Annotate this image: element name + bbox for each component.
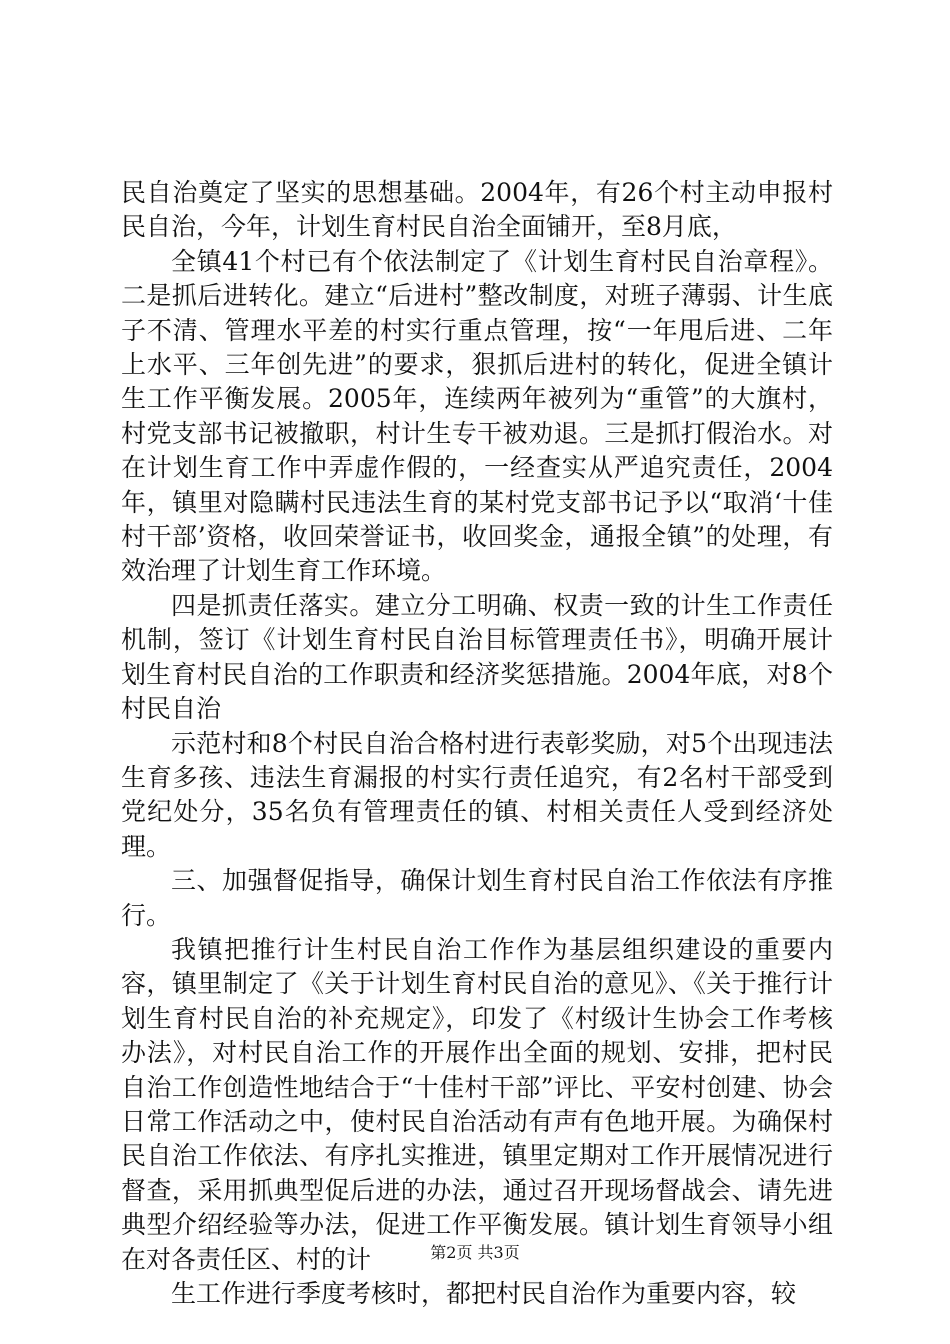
- document-body: [121, 176, 833, 1311]
- paragraph-4: 示范村和8个村民自治合格村进行表彰奖励，对5个出现违法生育多孩、违法生育漏报的村实行责任追究，有2名村干部受到党纪处分，35名负有管理责任的镇、村相关责任人受到经济处理。: [121, 728, 833, 861]
- paragraph-1: 民自治奠定了坚实的思想基础。2004年，有26个村主动申报村民自治，今年，计划生育村民自治全面铺开，至8月底，: [121, 178, 833, 242]
- paragraph-3: 四是抓责任落实。建立分工明确、权责一致的计生工作责任机制，签订《计划生育村民自治目标管理责任书》，明确开展计划生育村民自治的工作职责和经济奖惩措施。2004年底，对8个村民自治: [121, 590, 833, 724]
- page-number-footer: 第2页 共3页: [430, 1243, 520, 1262]
- paragraph-5: 我镇把推行计生村民自治工作作为基层组织建设的重要内容，镇里制定了《关于计划生育村民自治的意见》、《关于推行计划生育村民自治的补充规定》，印发了《村级计生协会工作考核办法》，对村民自治工作的开展作出全面的规划、安排，把村民自治工作创造性地结合于“十佳村干部”评比、平安村创建、协会日常工作活动之中，使村民自治活动有声有色地开展。为确保村民自治工作依法、有序扎实推进，镇里定期对工作开展情况进行督查，采用抓典型促后进的办法，通过召开现场督战会、请先进典型介绍经验等办法，促进工作平衡发展。镇计划生育领导小组在对各责任区、村的计: [121, 934, 833, 1274]
- paragraph-6: 生工作进行季度考核时，都把村民自治作为重要内容，较: [171, 1279, 797, 1308]
- paragraph-2: 全镇41个村已有个依法制定了《计划生育村民自治章程》。二是抓后进转化。建立“后进村”整改制度，对班子薄弱、计生底子不清、管理水平差的村实行重点管理，按“一年甩后进、二年上水平、三年创先进”的要求，狠抓后进村的转化，促进全镇计生工作平衡发展。2005年，连续两年被列为“重管”的大旗村，村党支部书记被撤职，村计生专干被劝退。三是抓打假治水。对在计划生育工作中弄虚作假的，一经查实从严追究责任，2004年，镇里对隐瞒村民违法生育的某村党支部书记予以“取消‘十佳村干部’资格，收回荣誉证书，收回奖金，通报全镇”的处理，有效治理了计划生育工作环境。: [121, 246, 833, 586]
- section-heading-three: 三、加强督促指导，确保计划生育村民自治工作依法有序推行。: [121, 866, 833, 930]
